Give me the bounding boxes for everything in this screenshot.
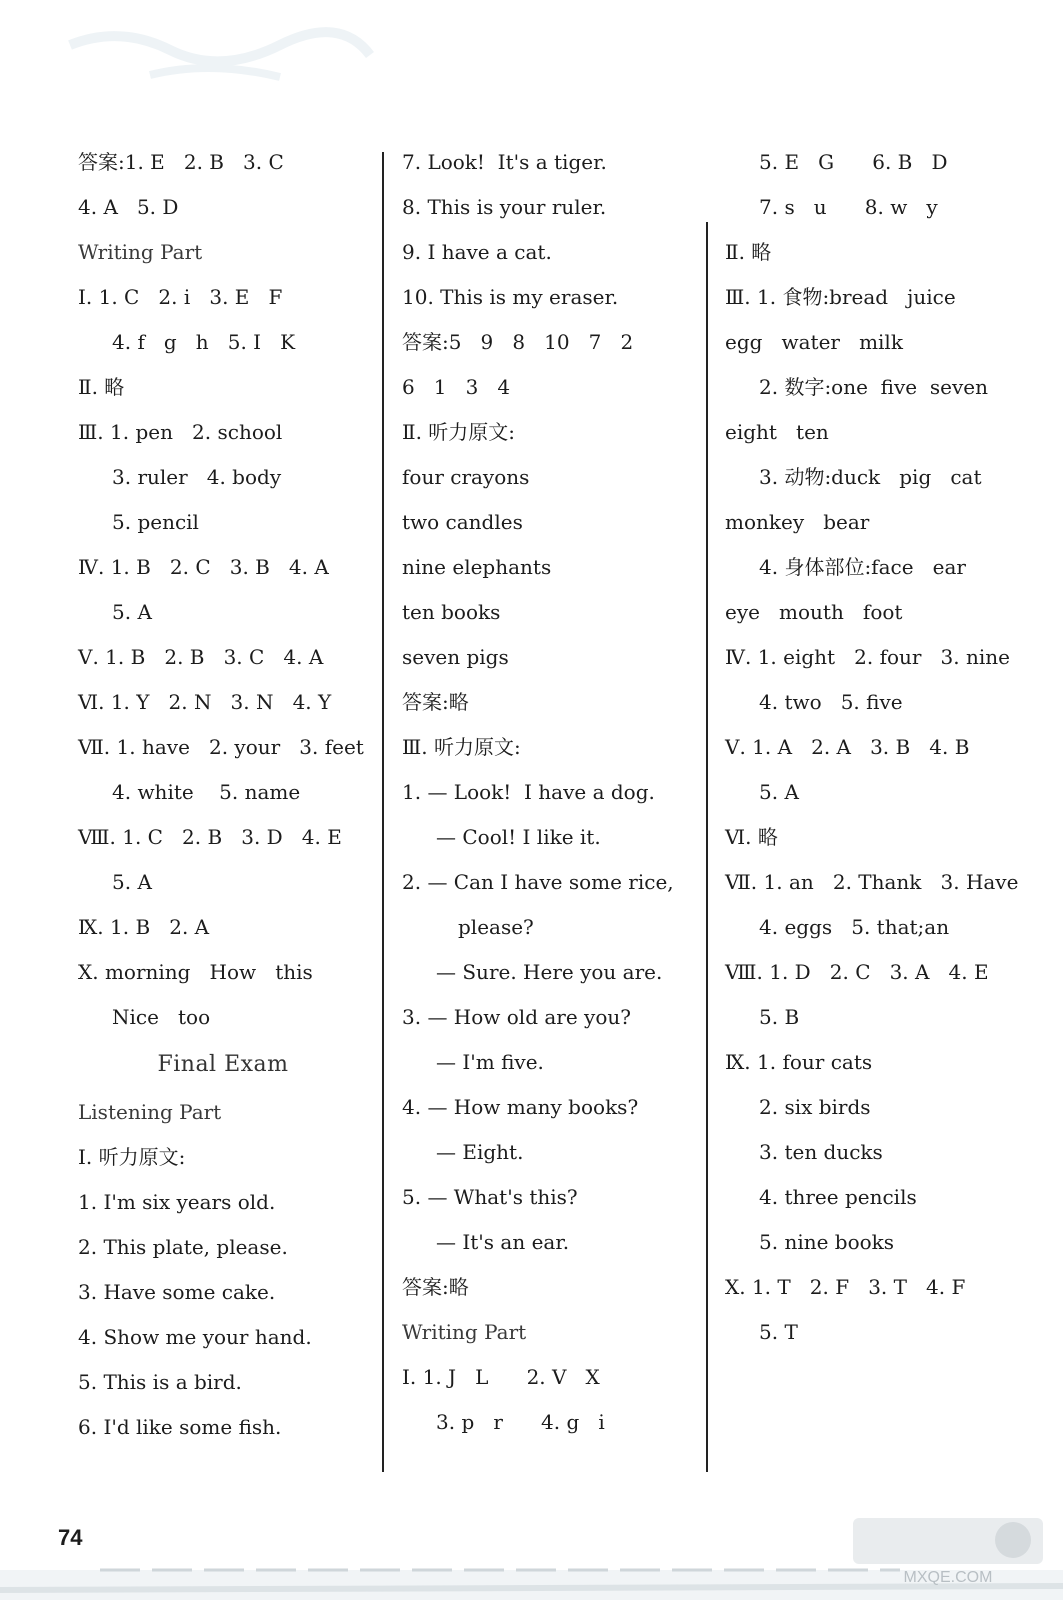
answer-line: Ⅸ. 1. four cats xyxy=(725,1050,873,1074)
answer-line: — Eight. xyxy=(436,1140,524,1164)
answer-line: 2. six birds xyxy=(759,1095,871,1119)
answer-line: 答案:5 9 8 10 7 2 xyxy=(402,330,634,354)
answer-line: 5. A xyxy=(112,870,152,894)
answer-line: 10. This is my eraser. xyxy=(402,285,619,309)
answer-line: four crayons xyxy=(402,465,530,489)
answer-line: — Sure. Here you are. xyxy=(436,960,663,984)
answer-line: Ⅱ. 听力原文: xyxy=(402,420,516,444)
answer-line: Ⅵ. 1. Y 2. N 3. N 4. Y xyxy=(78,690,332,714)
answer-line: Ⅲ. 听力原文: xyxy=(402,735,521,759)
answer-line: Ⅷ. 1. D 2. C 3. A 4. E xyxy=(725,960,989,984)
column-divider-1 xyxy=(382,152,384,1472)
answer-line: 3. — How old are you? xyxy=(402,1005,631,1029)
answer-line: Ⅴ. 1. A 2. A 3. B 4. B xyxy=(725,735,970,759)
answer-line: 3. Have some cake. xyxy=(78,1280,276,1304)
answer-line: 5. A xyxy=(759,780,799,804)
answer-line: two candles xyxy=(402,510,523,534)
answer-line: 7. Look! It's a tiger. xyxy=(402,150,607,174)
answer-line: 4. f g h 5. I K xyxy=(112,330,296,354)
answer-line: 答案:1. E 2. B 3. C xyxy=(78,150,284,174)
answer-line: Nice too xyxy=(112,1005,211,1029)
column-divider-2 xyxy=(706,222,708,1472)
answer-line: 2. — Can I have some rice, xyxy=(402,870,674,894)
answer-line: Ⅱ. 略 xyxy=(78,375,125,399)
answer-line: Ⅳ. 1. eight 2. four 3. nine xyxy=(725,645,1010,669)
answer-line: — I'm five. xyxy=(436,1050,544,1074)
answer-line: egg water milk xyxy=(725,330,903,354)
page-number: 74 xyxy=(58,1525,83,1550)
answer-line: 5. B xyxy=(759,1005,800,1029)
answer-line: 3. ruler 4. body xyxy=(112,465,282,489)
answer-line: 5. T xyxy=(759,1320,798,1344)
answer-line: 2. This plate, please. xyxy=(78,1235,288,1259)
section-heading: Listening Part xyxy=(78,1100,222,1124)
answer-line: nine elephants xyxy=(402,555,552,579)
answer-line: Ⅲ. 1. pen 2. school xyxy=(78,420,283,444)
answer-line: Ⅹ. 1. T 2. F 3. T 4. F xyxy=(725,1275,966,1299)
answer-line: 4. two 5. five xyxy=(759,690,903,714)
answer-line: 6 1 3 4 xyxy=(402,375,511,399)
answer-line: 3. 动物:duck pig cat xyxy=(759,465,982,489)
answer-line: Ⅹ. morning How this xyxy=(78,960,313,984)
answer-line: — It's an ear. xyxy=(436,1230,570,1254)
answer-line: seven pigs xyxy=(402,645,509,669)
answer-line: 5. A xyxy=(112,600,152,624)
answer-line: 2. 数字:one five seven xyxy=(759,375,988,399)
answer-line: 6. I'd like some fish. xyxy=(78,1415,282,1439)
answer-line: 1. I'm six years old. xyxy=(78,1190,276,1214)
answer-line: 4. — How many books? xyxy=(402,1095,639,1119)
answer-line: 7. s u 8. w y xyxy=(759,195,938,219)
watermark xyxy=(853,1518,1043,1588)
answer-line: 5. pencil xyxy=(112,510,199,534)
answer-line: 答案:略 xyxy=(402,1275,469,1299)
top-decoration xyxy=(60,15,380,95)
answer-line: 4. three pencils xyxy=(759,1185,917,1209)
section-heading: Writing Part xyxy=(78,240,203,264)
answer-line: monkey bear xyxy=(725,510,870,534)
section-heading: Writing Part xyxy=(402,1320,527,1344)
answer-line: 5. — What's this? xyxy=(402,1185,578,1209)
answer-line: Ⅴ. 1. B 2. B 3. C 4. A xyxy=(78,645,324,669)
answer-line: 8. This is your ruler. xyxy=(402,195,607,219)
answer-line: 5. This is a bird. xyxy=(78,1370,242,1394)
answer-line: 4. Show me your hand. xyxy=(78,1325,312,1349)
answer-line: 4. white 5. name xyxy=(112,780,301,804)
answer-line: Ⅲ. 1. 食物:bread juice xyxy=(725,285,956,309)
answer-line: 3. ten ducks xyxy=(759,1140,883,1164)
answer-line: Ⅳ. 1. B 2. C 3. B 4. A xyxy=(78,555,329,579)
answer-line: 5. nine books xyxy=(759,1230,895,1254)
answer-line: 4. 身体部位:face ear xyxy=(759,555,966,579)
answer-line: 1. — Look! I have a dog. xyxy=(402,780,655,804)
answer-line: Ⅸ. 1. B 2. A xyxy=(78,915,210,939)
answer-line: 5. E G 6. B D xyxy=(759,150,948,174)
answer-line: ten books xyxy=(402,600,501,624)
answer-line: Ⅶ. 1. an 2. Thank 3. Have xyxy=(725,870,1019,894)
answer-line: Ⅱ. 略 xyxy=(725,240,772,264)
answer-line: eye mouth foot xyxy=(725,600,903,624)
answer-line: 9. I have a cat. xyxy=(402,240,552,264)
answer-line: 3. p r 4. g i xyxy=(436,1410,605,1434)
answer-line: Ⅰ. 1. J L 2. V X xyxy=(402,1365,600,1389)
answer-column-1 xyxy=(78,140,368,1450)
answer-line: Ⅰ. 1. C 2. i 3. E F xyxy=(78,285,283,309)
answer-column-3 xyxy=(725,140,1045,1355)
answer-line: Ⅰ. 听力原文: xyxy=(78,1145,186,1169)
answer-line: — Cool! I like it. xyxy=(436,825,601,849)
svg-text:MXQE.COM: MXQE.COM xyxy=(903,1569,993,1586)
answer-line: please? xyxy=(458,915,534,939)
answer-line: Ⅵ. 略 xyxy=(725,825,778,849)
section-title: Final Exam xyxy=(157,1052,289,1077)
answer-line: Ⅶ. 1. have 2. your 3. feet xyxy=(78,735,364,759)
answer-line: eight ten xyxy=(725,420,829,444)
answer-column-2 xyxy=(402,140,702,1445)
answer-line: 4. eggs 5. that;an xyxy=(759,915,950,939)
answer-line: Ⅷ. 1. C 2. B 3. D 4. E xyxy=(78,825,342,849)
answer-line: 答案:略 xyxy=(402,690,469,714)
answer-line: 4. A 5. D xyxy=(78,195,179,219)
